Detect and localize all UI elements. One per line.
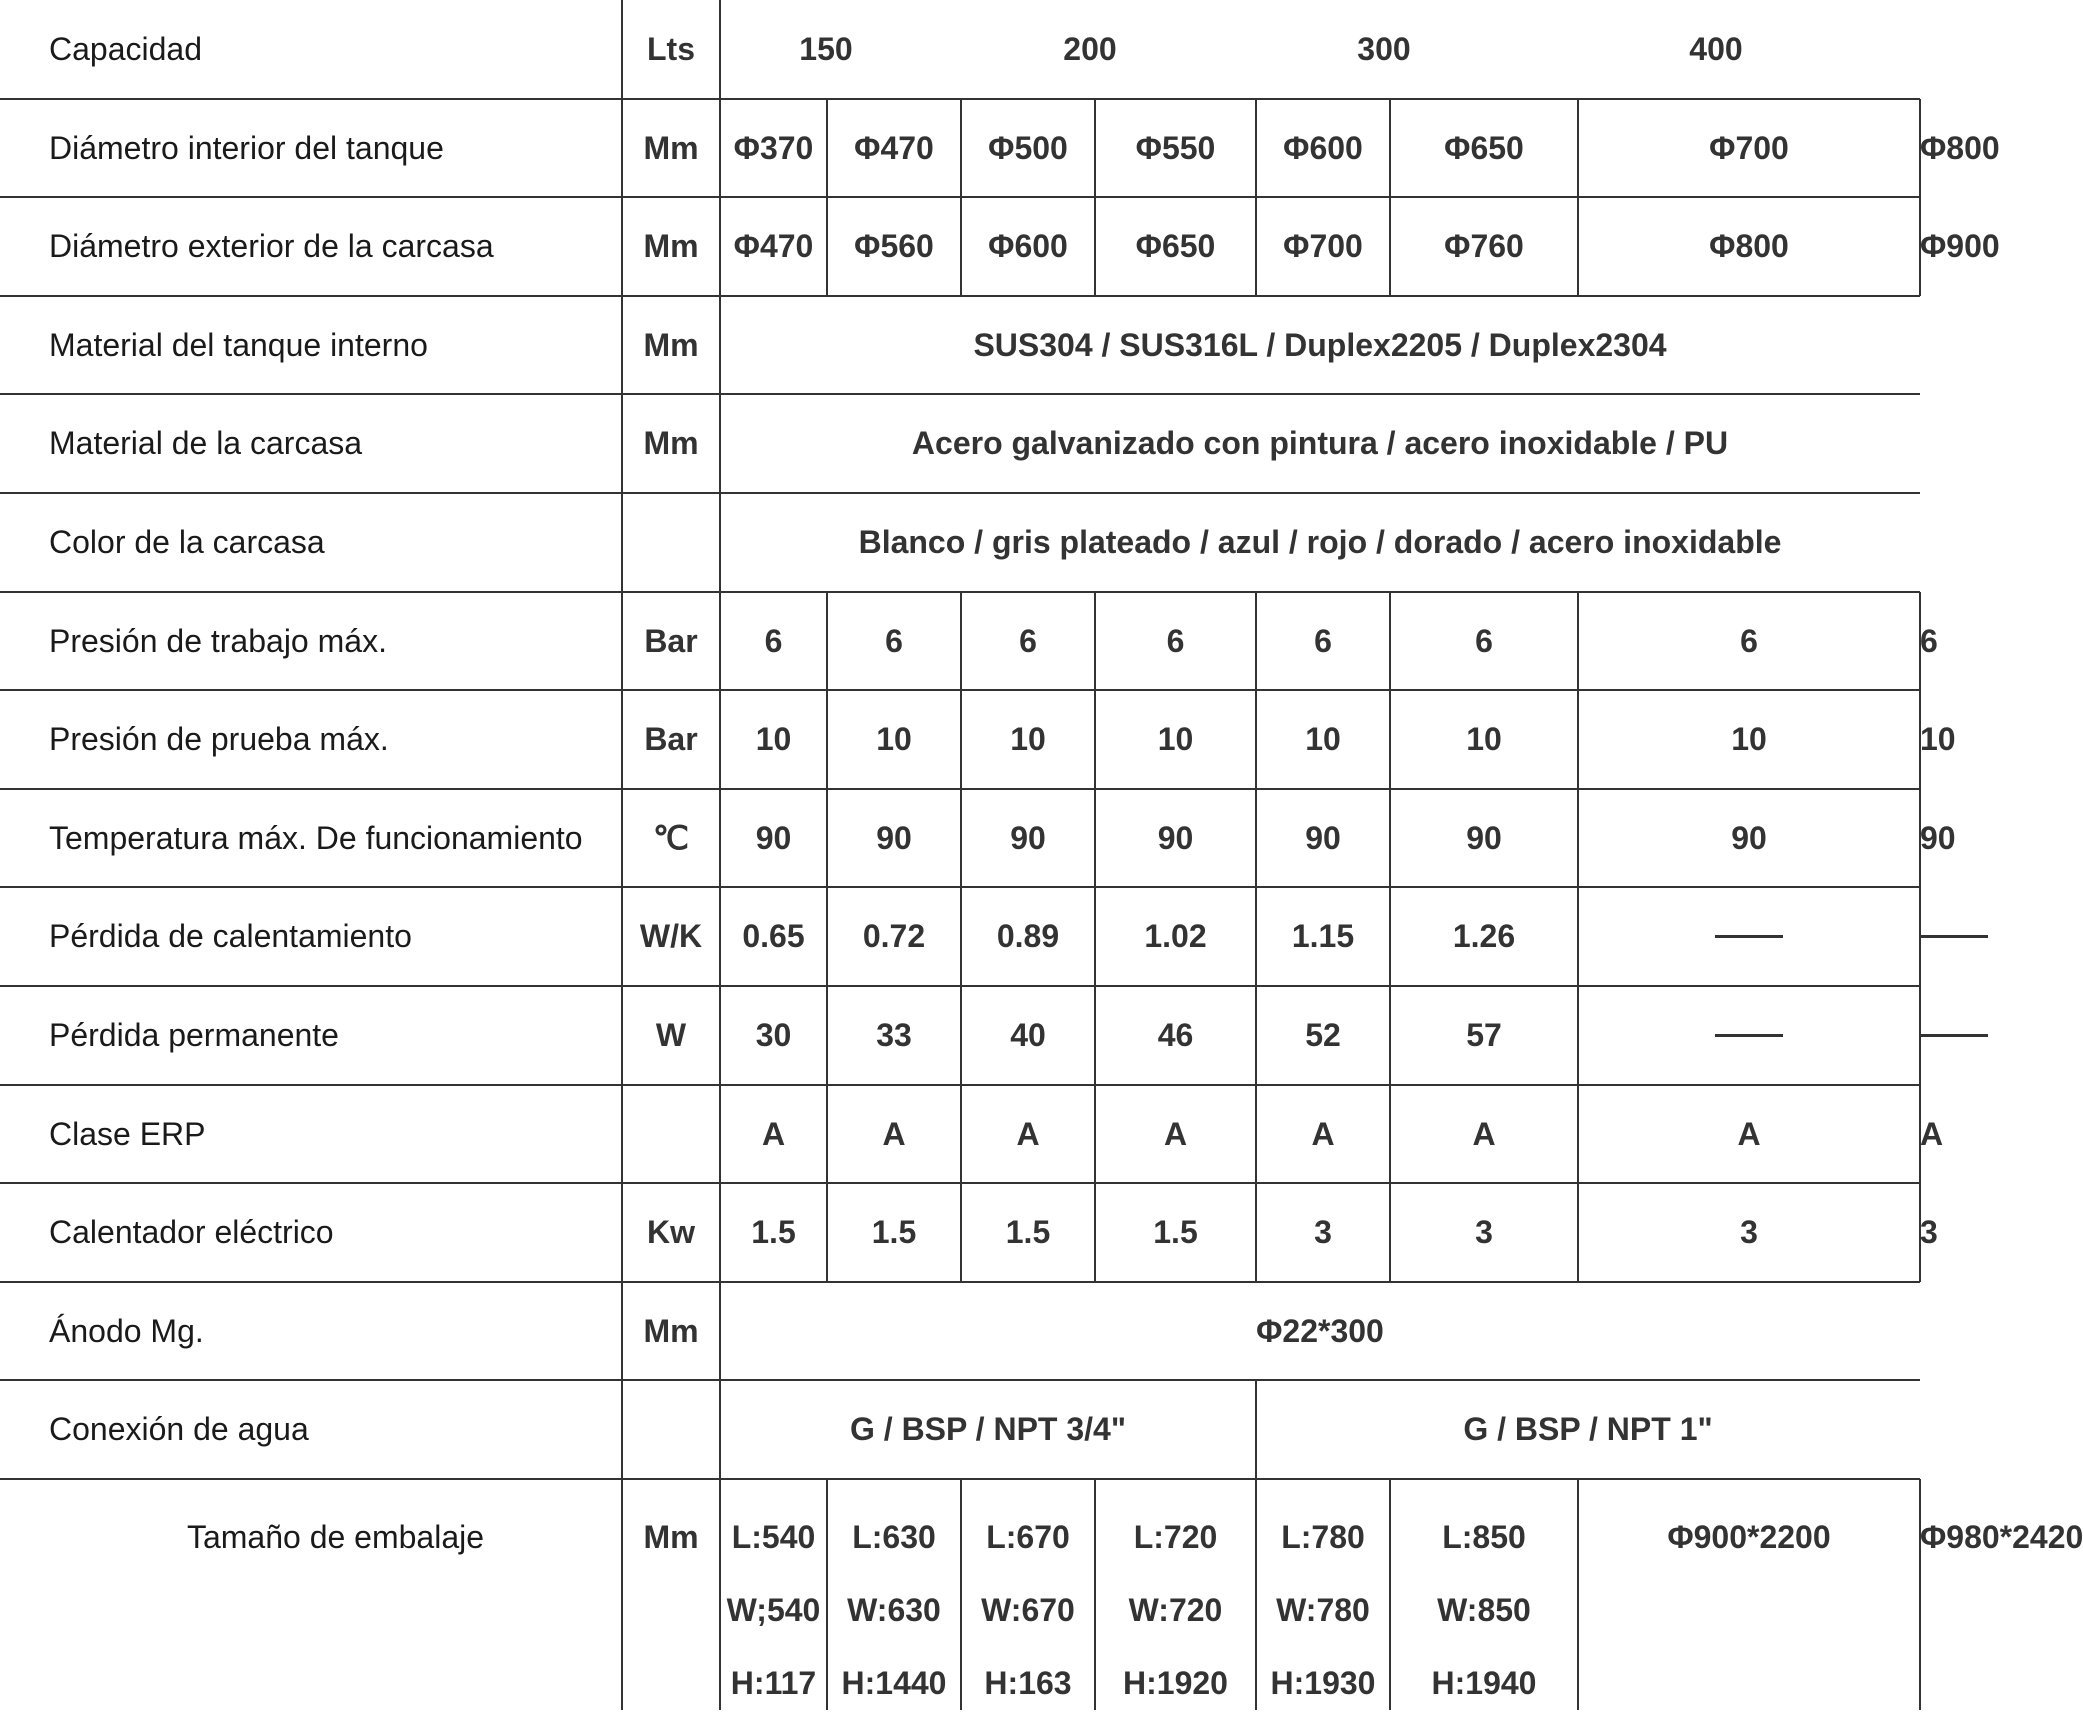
value-cell: Φ700 xyxy=(1283,228,1363,264)
value-cell: Φ600 xyxy=(988,228,1068,264)
value-cell: A xyxy=(1311,1115,1335,1152)
dash-placeholder xyxy=(1715,935,1783,938)
value-cell: Φ470 xyxy=(733,228,814,264)
capacity-value: 400 xyxy=(1689,31,1743,67)
row-label: Material del tanque interno xyxy=(49,326,428,363)
value-cell: Φ650 xyxy=(1444,129,1524,166)
value-cell: 10 xyxy=(1305,721,1341,757)
value-cell: 33 xyxy=(876,1017,912,1053)
unit-cell: Mm xyxy=(643,129,699,166)
value-cell: 1.5 xyxy=(1153,1214,1198,1250)
packaging-dimension: H:1440 xyxy=(841,1665,947,1701)
value-cell: A xyxy=(882,1115,906,1152)
packaging-dimension: L:780 xyxy=(1281,1519,1365,1555)
row-label: Diámetro exterior de la carcasa xyxy=(49,228,494,264)
value-cell: 3 xyxy=(1920,1214,1938,1250)
split-value: G / BSP / NPT 3/4" xyxy=(850,1411,1126,1447)
value-cell: 0.72 xyxy=(862,918,926,954)
value-cell: 90 xyxy=(1731,819,1767,856)
unit-cell: Mm xyxy=(643,1519,699,1555)
value-cell: Φ900 xyxy=(1920,228,2000,264)
unit-cell: Mm xyxy=(643,326,699,363)
value-cell: 90 xyxy=(1920,819,1956,856)
packaging-cell xyxy=(1256,1479,1390,1710)
value-cell: 40 xyxy=(1010,1017,1046,1053)
value-cell: 10 xyxy=(876,721,912,757)
packaging-cell xyxy=(961,1479,1095,1710)
packaging-dimension: W;540 xyxy=(726,1592,821,1628)
packaging-dimension: H:1940 xyxy=(1431,1665,1537,1701)
unit-cell: ℃ xyxy=(653,820,689,856)
row-label: Calentador eléctrico xyxy=(49,1214,334,1250)
merged-value: Blanco / gris plateado / azul / rojo / dorado / acero inoxidable xyxy=(858,524,1782,560)
unit-cell: W xyxy=(655,1017,687,1053)
row-label: Ánodo Mg. xyxy=(49,1312,204,1349)
value-cell: 3 xyxy=(1475,1214,1493,1250)
packaging-dimension: H:163 xyxy=(984,1665,1072,1701)
value-cell: 6 xyxy=(1475,622,1493,659)
packaging-cell xyxy=(1578,1479,1920,1710)
value-cell: Φ700 xyxy=(1709,129,1789,166)
dash-placeholder xyxy=(1920,935,1988,938)
packaging-dimension: W:850 xyxy=(1437,1592,1531,1628)
packaging-dimension: L:850 xyxy=(1442,1519,1526,1555)
value-cell: 10 xyxy=(755,721,792,757)
row-label: Presión de prueba máx. xyxy=(49,721,389,757)
value-cell: 10 xyxy=(1157,721,1194,757)
value-cell: Φ600 xyxy=(1283,129,1363,166)
row-label: Clase ERP xyxy=(49,1115,206,1152)
merged-value: Φ22*300 xyxy=(1256,1312,1384,1349)
row-label: Pérdida de calentamiento xyxy=(49,918,412,954)
packaging-dimension: W:630 xyxy=(847,1592,941,1628)
value-cell: 57 xyxy=(1466,1017,1502,1053)
value-cell: Φ650 xyxy=(1135,228,1216,264)
value-cell: 1.15 xyxy=(1291,918,1355,954)
unit-cell: Kw xyxy=(647,1214,695,1250)
packaging-dimension: H:117 xyxy=(730,1665,817,1701)
value-cell: 10 xyxy=(1731,721,1767,757)
capacity-value: 300 xyxy=(1357,31,1411,67)
value-cell: 10 xyxy=(1466,721,1502,757)
value-cell: 90 xyxy=(1466,819,1502,856)
value-cell: 1.5 xyxy=(871,1214,917,1250)
value-cell: A xyxy=(1737,1115,1761,1152)
value-cell: A xyxy=(761,1115,786,1152)
value-cell: A xyxy=(1163,1115,1188,1152)
value-cell: 6 xyxy=(1740,622,1758,659)
value-cell: 6 xyxy=(764,622,783,659)
value-cell: 6 xyxy=(1314,622,1332,659)
value-cell: 0.89 xyxy=(996,918,1060,954)
unit-cell: Lts xyxy=(647,31,695,67)
value-cell: Φ500 xyxy=(988,129,1068,166)
value-cell: 90 xyxy=(755,819,792,856)
value-cell: 1.5 xyxy=(751,1214,796,1250)
value-cell xyxy=(1578,887,1920,986)
packaging-dimension: H:1930 xyxy=(1270,1665,1376,1701)
packaging-dimension: Φ900*2200 xyxy=(1667,1519,1831,1555)
packaging-dimension: W:720 xyxy=(1128,1592,1223,1628)
row-label: Tamaño de embalaje xyxy=(186,1519,485,1555)
packaging-cell xyxy=(720,1479,827,1710)
value-cell: A xyxy=(1472,1115,1496,1152)
dash-placeholder xyxy=(1920,1034,1988,1037)
row-label: Presión de trabajo máx. xyxy=(49,622,387,659)
value-cell: Φ800 xyxy=(1709,228,1789,264)
value-cell: 0.65 xyxy=(742,918,805,954)
unit-cell: Mm xyxy=(643,1312,699,1349)
row-label: Conexión de agua xyxy=(49,1411,309,1447)
unit-cell: W/K xyxy=(639,918,703,954)
packaging-cell xyxy=(827,1479,961,1710)
value-cell: Φ370 xyxy=(733,129,814,166)
value-cell: Φ560 xyxy=(854,228,934,264)
packaging-dimension: W:670 xyxy=(981,1592,1075,1628)
value-cell: 1.5 xyxy=(1005,1214,1051,1250)
value-cell: 1.02 xyxy=(1144,918,1207,954)
row-label: Color de la carcasa xyxy=(49,524,325,560)
row-label: Diámetro interior del tanque xyxy=(49,129,444,166)
packaging-dimension: W:780 xyxy=(1276,1592,1370,1628)
value-cell: 10 xyxy=(1920,721,1956,757)
capacity-value: 150 xyxy=(799,31,853,67)
packaging-dimension: Φ980*2420 xyxy=(1920,1519,2083,1555)
value-cell: A xyxy=(1920,1115,1944,1152)
packaging-cell xyxy=(1390,1479,1578,1710)
value-cell: 1.26 xyxy=(1452,918,1516,954)
value-cell: Φ550 xyxy=(1135,129,1216,166)
merged-value: SUS304 / SUS316L / Duplex2205 / Duplex2304 xyxy=(973,326,1667,363)
value-cell: A xyxy=(1016,1115,1040,1152)
value-cell: Φ470 xyxy=(854,129,934,166)
unit-cell xyxy=(622,1380,720,1479)
row-label: Material de la carcasa xyxy=(49,425,363,461)
value-cell: 3 xyxy=(1740,1214,1758,1250)
value-cell: 10 xyxy=(1010,721,1046,757)
value-cell: 6 xyxy=(885,622,903,659)
value-cell: 6 xyxy=(1920,622,1938,659)
packaging-dimension: L:630 xyxy=(852,1519,936,1555)
unit-cell xyxy=(622,1085,720,1183)
value-cell: 6 xyxy=(1019,622,1037,659)
packaging-dimension: L:670 xyxy=(986,1519,1070,1555)
unit-cell xyxy=(622,493,720,592)
packaging-cell xyxy=(1920,1479,2083,1710)
row-label: Capacidad xyxy=(49,31,202,67)
value-cell: 3 xyxy=(1314,1214,1332,1250)
capacity-value: 200 xyxy=(1063,31,1117,67)
value-cell: 30 xyxy=(755,1017,792,1053)
value-cell: 52 xyxy=(1305,1017,1341,1053)
value-cell xyxy=(1920,887,1988,986)
value-cell: 46 xyxy=(1157,1017,1194,1053)
value-cell xyxy=(1920,986,1988,1085)
value-cell: 90 xyxy=(1305,819,1341,856)
value-cell: 90 xyxy=(876,819,912,856)
value-cell: Φ760 xyxy=(1444,228,1524,264)
value-cell: 90 xyxy=(1010,819,1046,856)
packaging-dimension: L:720 xyxy=(1133,1519,1218,1555)
row-label: Pérdida permanente xyxy=(49,1017,339,1053)
value-cell: 6 xyxy=(1166,622,1185,659)
unit-cell: Bar xyxy=(644,721,698,757)
packaging-dimension: H:1920 xyxy=(1123,1665,1228,1701)
merged-value: Acero galvanizado con pintura / acero inoxidable / PU xyxy=(911,425,1729,461)
value-cell: 90 xyxy=(1157,819,1194,856)
unit-cell: Bar xyxy=(644,622,698,659)
packaging-cell xyxy=(1095,1479,1256,1710)
dash-placeholder xyxy=(1715,1034,1783,1037)
packaging-dimension: L:540 xyxy=(731,1519,816,1555)
row-label: Temperatura máx. De funcionamiento xyxy=(49,819,583,856)
unit-cell: Mm xyxy=(643,425,699,461)
value-cell xyxy=(1578,986,1920,1085)
unit-cell: Mm xyxy=(643,228,699,264)
value-cell: Φ800 xyxy=(1920,129,2000,166)
split-value: G / BSP / NPT 1" xyxy=(1463,1411,1713,1447)
